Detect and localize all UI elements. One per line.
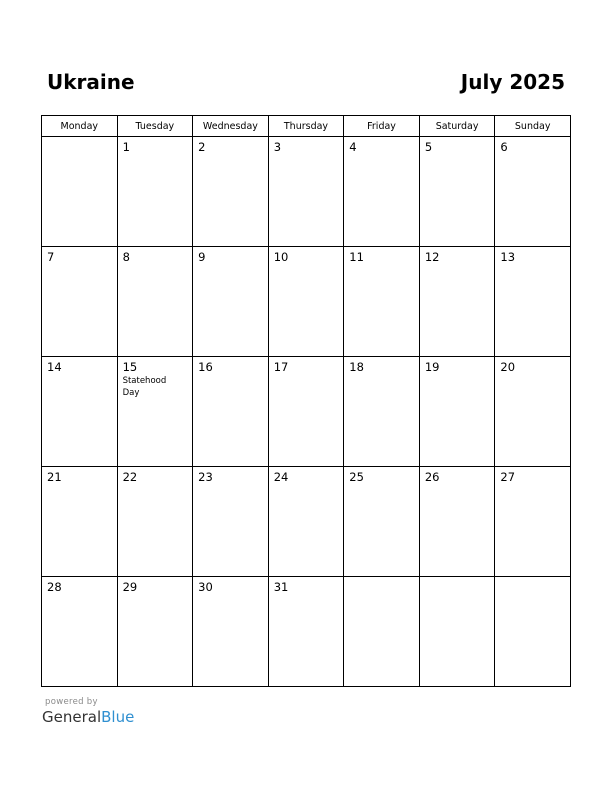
day-cell — [344, 137, 420, 247]
day-number — [495, 577, 570, 580]
holiday-label: Statehood Day — [122, 376, 167, 398]
day-cell — [42, 137, 118, 247]
calendar-grid — [41, 115, 571, 687]
day-number: 16 — [198, 360, 213, 374]
day-number: 31 — [273, 580, 289, 594]
day-cell — [419, 577, 495, 687]
day-number: 8 — [122, 250, 130, 264]
day-number: 26 — [424, 470, 440, 484]
week-row — [42, 247, 571, 357]
day-cell-holiday — [117, 357, 193, 467]
day-cell — [495, 467, 571, 577]
logo-text-general: General — [42, 708, 102, 726]
weekday-header: Monday — [42, 116, 118, 137]
weekday-header: Friday — [344, 116, 420, 137]
week-row — [42, 357, 571, 467]
weekday-header: Tuesday — [117, 116, 193, 137]
day-cell — [193, 577, 269, 687]
day-number: 24 — [273, 470, 289, 484]
weekday-header-row — [42, 116, 571, 137]
month-title: July 2025 — [460, 70, 565, 94]
powered-by-text: powered by — [45, 697, 98, 707]
day-cell — [495, 247, 571, 357]
day-number — [344, 577, 419, 580]
day-number: 21 — [47, 470, 62, 484]
country-title: Ukraine — [47, 70, 135, 94]
day-cell — [193, 137, 269, 247]
day-number: 15 — [122, 360, 138, 374]
day-number: 4 — [349, 140, 357, 154]
day-number: 1 — [122, 140, 130, 154]
day-cell — [42, 357, 118, 467]
day-cell — [117, 137, 193, 247]
day-cell — [344, 357, 420, 467]
weekday-header: Saturday — [419, 116, 495, 137]
day-number: 5 — [424, 140, 433, 154]
day-cell — [117, 577, 193, 687]
day-cell — [268, 247, 344, 357]
day-number: 9 — [198, 250, 206, 264]
day-cell — [344, 467, 420, 577]
day-number: 12 — [424, 250, 440, 264]
day-number: 18 — [349, 360, 364, 374]
day-cell — [117, 247, 193, 357]
day-cell — [419, 247, 495, 357]
day-cell — [268, 577, 344, 687]
day-number: 17 — [273, 360, 289, 374]
day-cell — [419, 357, 495, 467]
day-cell — [268, 137, 344, 247]
day-number: 22 — [122, 470, 138, 484]
day-number: 23 — [198, 470, 213, 484]
generalblue-logo[interactable] — [42, 708, 134, 726]
day-cell — [42, 467, 118, 577]
day-cell — [495, 137, 571, 247]
day-cell — [268, 357, 344, 467]
weekday-header: Sunday — [495, 116, 571, 137]
day-number: 11 — [349, 250, 364, 264]
day-cell — [193, 467, 269, 577]
day-cell — [42, 577, 118, 687]
day-number: 20 — [500, 360, 516, 374]
day-number: 10 — [273, 250, 289, 264]
day-cell — [344, 577, 420, 687]
week-row — [42, 137, 571, 247]
day-number: 13 — [500, 250, 516, 264]
day-number: 27 — [500, 470, 516, 484]
day-cell — [268, 467, 344, 577]
day-number: 28 — [47, 580, 62, 594]
day-number: 6 — [500, 140, 508, 154]
day-number: 14 — [47, 360, 62, 374]
day-number: 2 — [198, 140, 206, 154]
day-number: 25 — [349, 470, 364, 484]
day-number: 7 — [47, 250, 55, 264]
week-row — [42, 467, 571, 577]
day-number — [420, 577, 495, 580]
day-number: 29 — [122, 580, 138, 594]
day-cell — [193, 357, 269, 467]
day-cell — [419, 137, 495, 247]
day-cell — [117, 467, 193, 577]
day-number — [42, 137, 117, 140]
day-cell — [495, 357, 571, 467]
day-cell — [419, 467, 495, 577]
day-number: 30 — [198, 580, 213, 594]
day-cell — [344, 247, 420, 357]
day-number: 19 — [424, 360, 440, 374]
weekday-header: Wednesday — [193, 116, 269, 137]
day-cell — [193, 247, 269, 357]
week-row — [42, 577, 571, 687]
day-cell — [42, 247, 118, 357]
weekday-header: Thursday — [268, 116, 344, 137]
logo-text-blue: Blue — [101, 708, 135, 726]
day-cell — [495, 577, 571, 687]
day-number: 3 — [273, 140, 282, 154]
